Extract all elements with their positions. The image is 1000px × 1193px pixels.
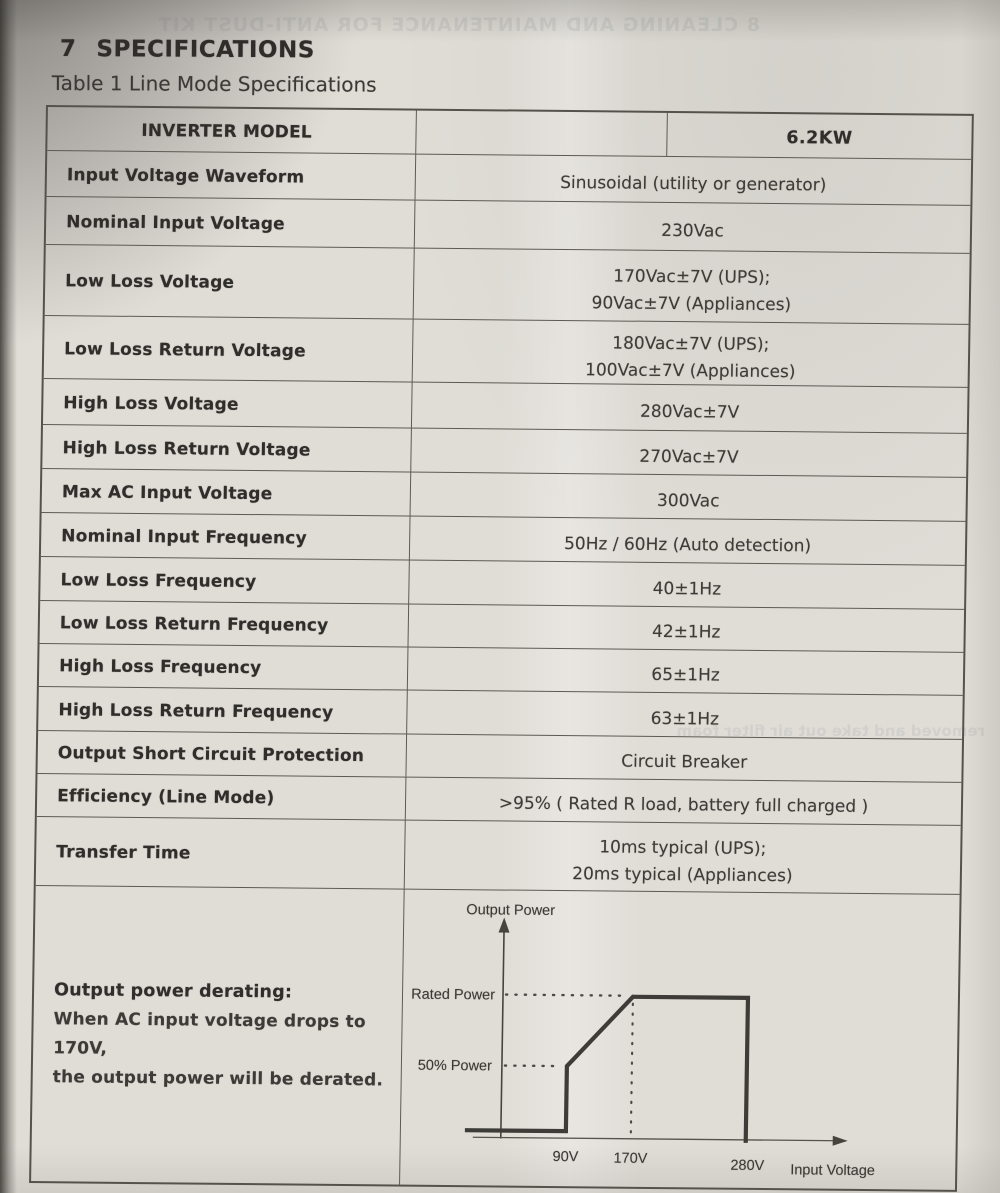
tick-170v: 170V xyxy=(613,1150,648,1167)
spec-value-line1: 170Vac±7V (UPS); xyxy=(613,265,771,288)
table-caption: Table 1 Line Mode Specifications xyxy=(51,70,377,97)
derating-curve xyxy=(465,995,748,1143)
table-row xyxy=(40,600,965,652)
table-row xyxy=(46,196,971,253)
spec-label: Low Loss Return Frequency xyxy=(59,613,329,636)
section-number: 7 xyxy=(59,36,77,63)
table-row xyxy=(37,773,962,825)
spec-value xyxy=(412,320,969,388)
spec-value: Sinusoidal (utility or generator) xyxy=(415,155,972,205)
spec-value: 40±1Hz xyxy=(408,561,965,609)
spec-label: Low Loss Return Voltage xyxy=(64,338,306,362)
spec-value: 270Vac±7V xyxy=(410,429,967,477)
spec-value-line1: 10ms typical (UPS); xyxy=(599,836,767,859)
section-title xyxy=(60,36,377,64)
spec-value xyxy=(413,249,970,324)
y-axis-arrowhead xyxy=(499,917,510,932)
spec-value: 42±1Hz xyxy=(407,605,964,652)
derating-line2: the output power will be derated. xyxy=(52,1067,384,1091)
page-heading xyxy=(51,36,377,97)
half-power-label: 50% Power xyxy=(417,1057,493,1075)
header-empty-cell xyxy=(416,111,667,156)
derating-chart xyxy=(400,890,959,1190)
spec-label: High Loss Frequency xyxy=(59,656,262,679)
table-row xyxy=(43,378,968,433)
derating-chart-cell xyxy=(399,890,960,1190)
derating-title: Output power derating: xyxy=(53,980,293,1003)
table-row xyxy=(38,686,963,739)
half-power-guide-dotted xyxy=(505,1066,560,1067)
spec-value-line2: 90Vac±7V (Appliances) xyxy=(591,292,792,315)
spec-value: 63±1Hz xyxy=(406,691,963,739)
x-axis-arrowhead xyxy=(833,1136,848,1146)
header-value-cells xyxy=(415,111,972,159)
spec-value: 50Hz / 60Hz (Auto detection) xyxy=(409,517,966,565)
header-model-value: 6.2KW xyxy=(666,113,972,159)
spec-value: >95% ( Rated R load, battery full charged ) xyxy=(405,778,962,825)
section-title-text: SPECIFICATIONS xyxy=(96,36,315,64)
spec-label: Output Short Circuit Protection xyxy=(57,743,365,767)
spec-value-line2: 100Vac±7V (Appliances) xyxy=(584,360,796,383)
spec-value: 300Vac xyxy=(410,473,967,521)
spec-value: 65±1Hz xyxy=(407,648,964,695)
spec-value: Circuit Breaker xyxy=(405,735,962,782)
spec-label: High Loss Voltage xyxy=(63,392,239,415)
spec-label: High Loss Return Voltage xyxy=(62,437,311,461)
table-row xyxy=(41,512,966,565)
spec-label: Low Loss Voltage xyxy=(65,271,235,293)
derating-note xyxy=(31,886,404,1185)
table-row xyxy=(36,816,961,894)
spec-label: Nominal Input Frequency xyxy=(61,525,307,549)
y-axis xyxy=(501,929,504,1139)
specifications-table xyxy=(29,105,974,1192)
table-row xyxy=(47,150,972,205)
chart-xlabel: Input Voltage xyxy=(790,1162,876,1180)
spec-value-line2: 20ms typical (Appliances) xyxy=(572,863,793,886)
table-row xyxy=(45,244,970,324)
table-header-row xyxy=(47,107,972,159)
spec-value-line1: 180Vac±7V (UPS); xyxy=(612,333,770,355)
bleed-through-text: 8 CLEANING AND MAINTENANCE FOR ANTI-DUST KIT xyxy=(157,14,760,36)
bleed-through-text: removed and take out air filter foam xyxy=(676,722,985,740)
derating-row xyxy=(31,885,960,1190)
chart-ylabel: Output Power xyxy=(466,902,556,920)
spec-value: 280Vac±7V xyxy=(411,383,968,433)
table-row xyxy=(39,643,964,695)
spec-label: Transfer Time xyxy=(56,842,191,864)
rated-power-label: Rated Power xyxy=(411,986,496,1004)
derating-line1: When AC input voltage drops to 170V, xyxy=(53,1009,366,1059)
spec-label: Nominal Input Voltage xyxy=(66,211,286,234)
table-row xyxy=(40,556,965,609)
rated-power-guide-dotted xyxy=(506,995,627,996)
spec-label: High Loss Return Frequency xyxy=(58,699,334,723)
table-row xyxy=(42,468,967,521)
spec-label: Max AC Input Voltage xyxy=(61,481,273,504)
table-row xyxy=(44,315,969,387)
table-row xyxy=(38,730,963,782)
spec-label: Efficiency (Line Mode) xyxy=(56,786,275,809)
spec-label: Input Voltage Waveform xyxy=(66,164,305,187)
spec-label: Low Loss Frequency xyxy=(60,569,257,592)
spec-value: 230Vac xyxy=(414,201,971,253)
table-row xyxy=(42,424,967,477)
tick-90v: 90V xyxy=(552,1149,579,1166)
spec-value xyxy=(404,821,961,894)
guide-170v-dotted xyxy=(631,1004,633,1136)
tick-280v: 280V xyxy=(730,1157,765,1175)
header-model-label: INVERTER MODEL xyxy=(141,120,313,143)
x-axis xyxy=(473,1137,838,1141)
